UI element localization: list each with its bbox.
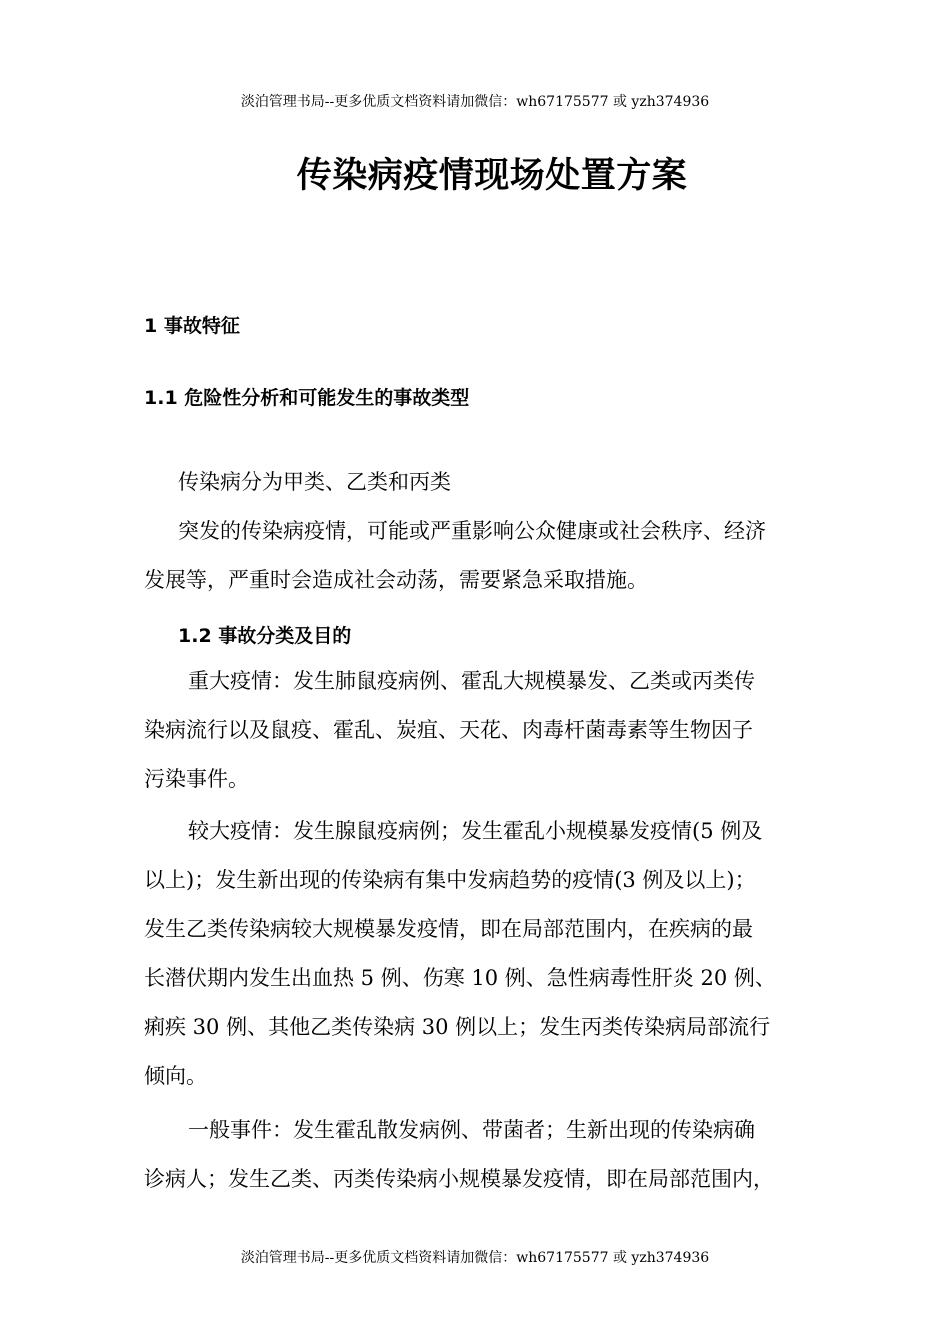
paragraph-line: 传染病分为甲类、乙类和丙类 xyxy=(178,470,451,494)
paragraph-general-event xyxy=(144,1106,814,1204)
section-heading-1: 1 事故特征 xyxy=(144,315,240,337)
paragraph-line: 诊病人；发生乙类、丙类传染病小规模暴发疫情，即在局部范围内， xyxy=(144,1167,774,1191)
page-header-watermark: 淡泊管理书局--更多优质文档资料请加微信：wh67175577 或 yzh374936 xyxy=(240,94,710,110)
paragraph-line: 发生乙类传染病较大规模暴发疫情，即在局部范围内，在疾病的最 xyxy=(144,917,753,941)
paragraph-line: 倾向。 xyxy=(144,1064,207,1088)
paragraph-line: 染病流行以及鼠疫、霍乱、炭疽、天花、肉毒杆菌毒素等生物因子 xyxy=(144,718,753,742)
paragraph-line: 重大疫情：发生肺鼠疫病例、霍乱大规模暴发、乙类或丙类传 xyxy=(188,669,755,693)
document-title: 传染病疫情现场处置方案 xyxy=(296,156,688,196)
paragraph-line: 以上)；发生新出现的传染病有集中发病趋势的疫情(3 例及以上)； xyxy=(144,868,756,892)
paragraph-line: 痢疾 30 例、其他乙类传染病 30 例以上；发生丙类传染病局部流行 xyxy=(144,1015,771,1039)
paragraph-line: 突发的传染病疫情，可能或严重影响公众健康或社会秩序、经济 xyxy=(178,519,766,543)
paragraph-line: 长潜伏期内发生出血热 5 例、伤寒 10 例、急性病毒性肝炎 20 例、 xyxy=(144,966,776,990)
section-heading-1-1: 1.1 危险性分析和可能发生的事故类型 xyxy=(144,387,470,409)
paragraph-line: 污染事件。 xyxy=(144,767,249,791)
paragraph-line: 一般事件：发生霍乱散发病例、带菌者；生新出现的传染病确 xyxy=(188,1118,755,1142)
paragraph-disease-classes xyxy=(144,458,814,507)
paragraph-line: 较大疫情：发生腺鼠疫病例；发生霍乱小规模暴发疫情(5 例及 xyxy=(188,819,763,843)
paragraph-major-epidemic xyxy=(144,657,814,804)
paragraph-line: 发展等，严重时会造成社会动荡，需要紧急采取措施。 xyxy=(144,568,648,592)
section-heading-1-2: 1.2 事故分类及目的 xyxy=(178,625,352,647)
paragraph-sudden-outbreak xyxy=(144,507,814,605)
paragraph-larger-epidemic xyxy=(144,807,814,1101)
page-footer-watermark: 淡泊管理书局--更多优质文档资料请加微信：wh67175577 或 yzh374936 xyxy=(240,1250,710,1266)
